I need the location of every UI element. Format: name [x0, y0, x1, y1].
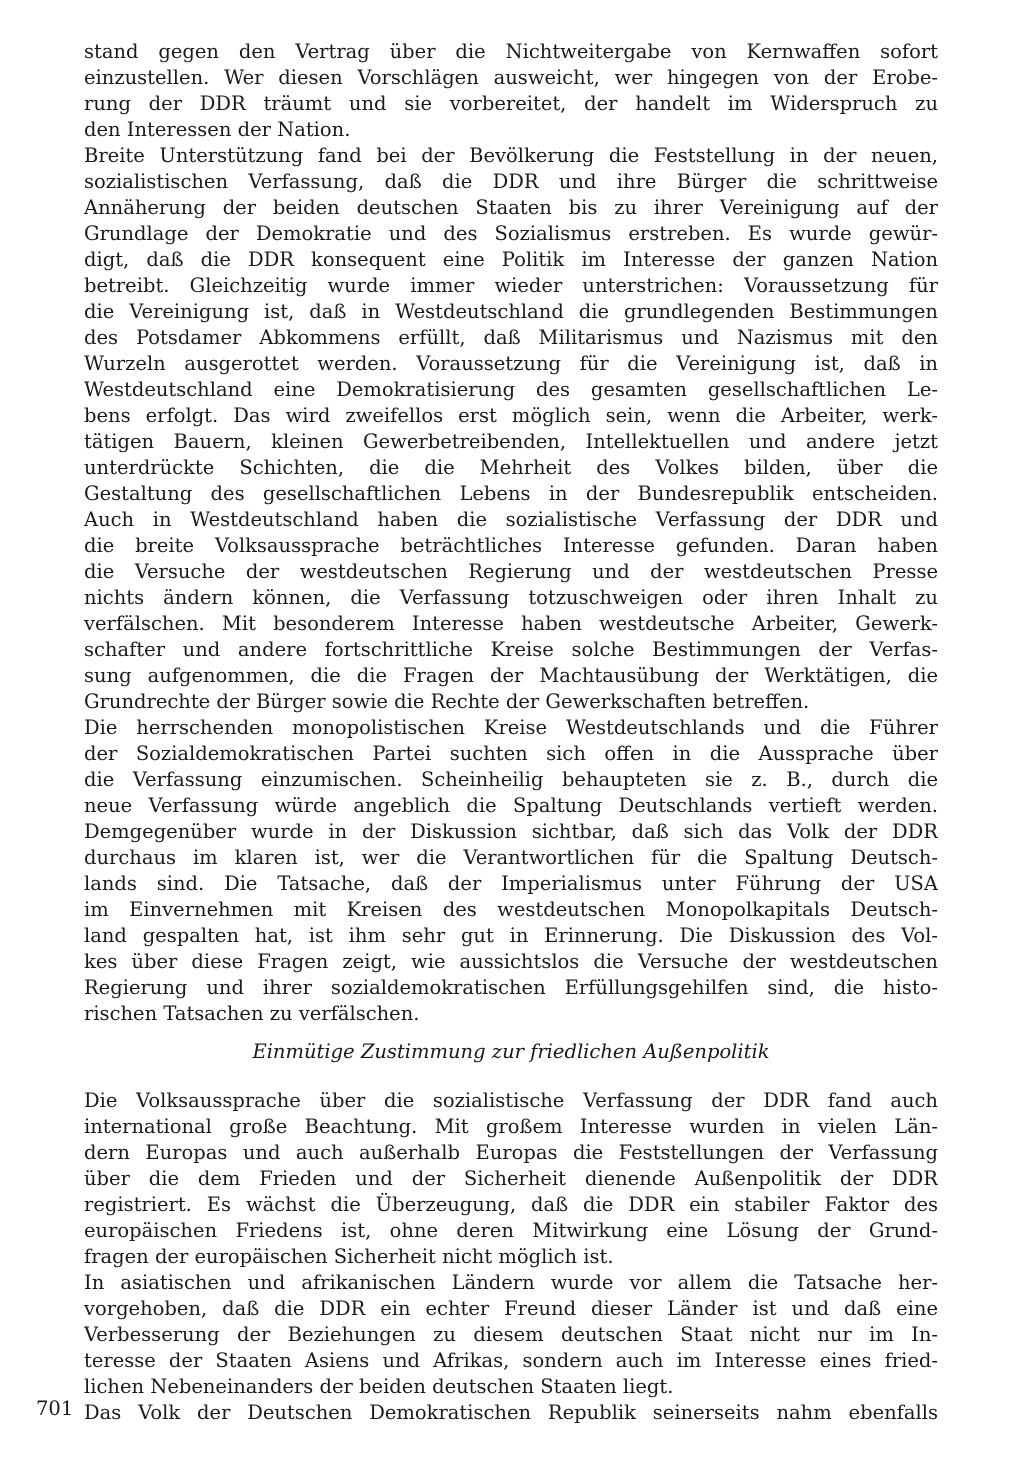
body-line: rung der DDR träumt und sie vorbereitet, der handelt im Widerspruch zu: [84, 92, 938, 115]
body-line: nichts ändern können, die Verfassung totzuschweigen oder ihren Inhalt zu: [84, 586, 938, 609]
body-line: digt, daß die DDR konsequent eine Politik im Interesse der ganzen Nation: [84, 248, 938, 271]
section-heading: Einmütige Zustimmung zur friedlichen Außenpolitik: [252, 1040, 770, 1063]
body-line: die Verfassung einzumischen. Scheinheilig behaupteten sie z. B., durch die: [84, 768, 938, 791]
body-line: rischen Tatsachen zu verfälschen.: [84, 1002, 420, 1025]
body-line: der Sozialdemokratischen Partei suchten sich offen in die Aussprache über: [84, 742, 938, 765]
body-line: Das Volk der Deutschen Demokratischen Republik seinerseits nahm ebenfalls: [84, 1401, 938, 1424]
body-line: bens erfolgt. Das wird zweifellos erst möglich sein, wenn die Arbeiter, werk-: [84, 404, 938, 427]
body-line: In asiatischen und afrikanischen Ländern wurde vor allem die Tatsache her-: [84, 1271, 938, 1294]
body-line: teresse der Staaten Asiens und Afrikas, sondern auch im Interesse eines fried-: [84, 1349, 938, 1372]
body-line: Die Volksaussprache über die sozialistische Verfassung der DDR fand auch: [84, 1089, 938, 1112]
body-line: den Interessen der Nation.: [84, 118, 351, 141]
body-line: Annäherung der beiden deutschen Staaten bis zu ihrer Vereinigung auf der: [84, 196, 938, 219]
body-line: vorgehoben, daß die DDR ein echter Freund dieser Länder ist und daß eine: [84, 1297, 938, 1320]
body-line: Verbesserung der Beziehungen zu diesem deutschen Staat nicht nur im In-: [84, 1323, 938, 1346]
body-line: lands sind. Die Tatsache, daß der Imperialismus unter Führung der USA: [84, 872, 938, 895]
body-line: betreibt. Gleichzeitig wurde immer wieder unterstrichen: Voraussetzung für: [84, 274, 938, 297]
body-line: Auch in Westdeutschland haben die sozialistische Verfassung der DDR und: [84, 508, 938, 531]
body-line: stand gegen den Vertrag über die Nichtweitergabe von Kernwaffen sofort: [84, 40, 938, 63]
body-line: international große Beachtung. Mit großem Interesse wurden in vielen Län-: [84, 1115, 938, 1138]
body-line: fragen der europäischen Sicherheit nicht möglich ist.: [84, 1245, 614, 1268]
body-line: über die dem Frieden und der Sicherheit dienende Außenpolitik der DDR: [84, 1167, 938, 1190]
page-number: 701: [36, 1397, 74, 1420]
body-line: Wurzeln ausgerottet werden. Voraussetzung für die Vereinigung ist, daß in: [84, 352, 938, 375]
body-line: unterdrückte Schichten, die die Mehrheit des Volkes bilden, über die: [84, 456, 938, 479]
body-line: die Versuche der westdeutschen Regierung und der westdeutschen Presse: [84, 560, 938, 583]
body-line: Grundrechte der Bürger sowie die Rechte der Gewerkschaften betreffen.: [84, 690, 810, 713]
body-line: des Potsdamer Abkommens erfüllt, daß Militarismus und Nazismus mit den: [84, 326, 938, 349]
body-line: tätigen Bauern, kleinen Gewerbetreibenden, Intellektuellen und andere jetzt: [84, 430, 938, 453]
body-line: die Vereinigung ist, daß in Westdeutschland die grundlegenden Bestimmungen: [84, 300, 938, 323]
body-line: Westdeutschland eine Demokratisierung des gesamten gesellschaftlichen Le-: [84, 378, 938, 401]
body-line: durchaus im klaren ist, wer die Verantwortlichen für die Spaltung Deutsch-: [84, 846, 938, 869]
body-line: neue Verfassung würde angeblich die Spaltung Deutschlands vertieft werden.: [84, 794, 938, 817]
body-line: lichen Nebeneinanders der beiden deutschen Staaten liegt.: [84, 1375, 674, 1398]
body-line: Die herrschenden monopolistischen Kreise Westdeutschlands und die Führer: [84, 716, 938, 739]
body-line: Grundlage der Demokratie und des Sozialismus erstreben. Es wurde gewür-: [84, 222, 938, 245]
body-line: dern Europas und auch außerhalb Europas die Feststellungen der Verfassung: [84, 1141, 938, 1164]
body-line: sung aufgenommen, die die Fragen der Machtausübung der Werktätigen, die: [84, 664, 938, 687]
body-line: Gestaltung des gesellschaftlichen Lebens in der Bundesrepublik entscheiden.: [84, 482, 938, 505]
body-line: einzustellen. Wer diesen Vorschlägen ausweicht, wer hingegen von der Erobe-: [84, 66, 938, 89]
body-line: sozialistischen Verfassung, daß die DDR und ihre Bürger die schrittweise: [84, 170, 938, 193]
body-line: die breite Volksaussprache beträchtliches Interesse gefunden. Daran haben: [84, 534, 938, 557]
body-line: im Einvernehmen mit Kreisen des westdeutschen Monopolkapitals Deutsch-: [84, 898, 938, 921]
body-line: europäischen Friedens ist, ohne deren Mitwirkung eine Lösung der Grund-: [84, 1219, 938, 1242]
body-line: kes über diese Fragen zeigt, wie aussichtslos die Versuche der westdeutschen: [84, 950, 938, 973]
body-line: Breite Unterstützung fand bei der Bevölkerung die Feststellung in der neuen,: [84, 144, 938, 167]
body-line: Regierung und ihrer sozialdemokratischen Erfüllungsgehilfen sind, die histo-: [84, 976, 938, 999]
body-line: schafter und andere fortschrittliche Kreise solche Bestimmungen der Verfas-: [84, 638, 938, 661]
body-line: land gespalten hat, ist ihm sehr gut in Erinnerung. Die Diskussion des Vol-: [84, 924, 938, 947]
body-line: registriert. Es wächst die Überzeugung, daß die DDR ein stabiler Faktor des: [84, 1193, 938, 1216]
body-line: verfälschen. Mit besonderem Interesse haben westdeutsche Arbeiter, Gewerk-: [84, 612, 938, 635]
body-line: Demgegenüber wurde in der Diskussion sichtbar, daß sich das Volk der DDR: [84, 820, 938, 843]
